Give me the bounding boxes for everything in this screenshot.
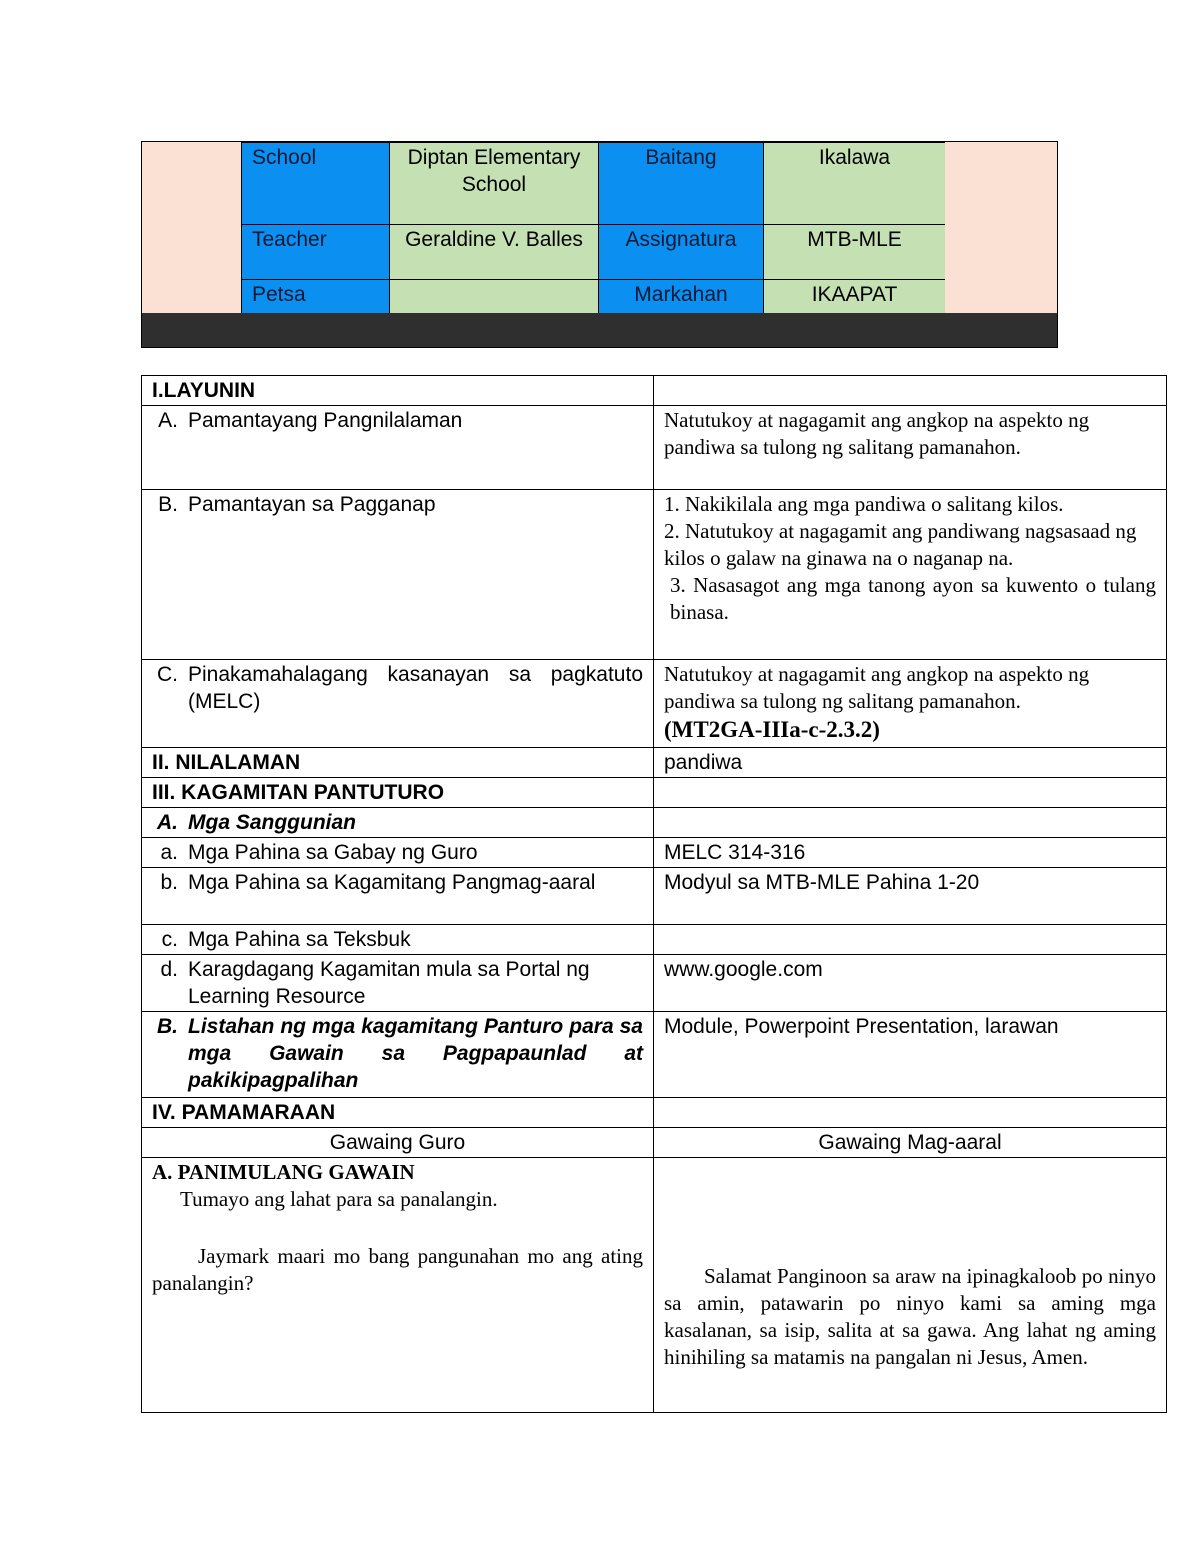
melc-content: Natutukoy at nagagamit ang angkop na aspekto ng pandiwa sa tulong ng salitang pamanahon. <box>664 662 1090 713</box>
row-melc <box>142 660 1167 748</box>
row-nilalaman <box>142 748 1167 778</box>
listahan-value: Module, Powerpoint Presentation, larawan <box>654 1012 1167 1098</box>
header-row-petsa <box>242 280 946 314</box>
nilalaman-value: pandiwa <box>654 748 1167 778</box>
melc-content-cell <box>654 660 1167 748</box>
melc-label: Pinakamahalagang kasanayan sa pagkatuto (MELC) <box>188 663 643 713</box>
pamamaraan-empty <box>654 1098 1167 1128</box>
ref-c-label: Mga Pahina sa Teksbuk <box>188 928 411 951</box>
marker-sanggunian: A. <box>157 811 178 834</box>
pagganap-item-1: 1. Nakikilala ang mga pandiwa o salitang kilos. <box>664 492 1064 516</box>
header-info-table <box>241 142 946 314</box>
pagganap-item-3: 3. Nasasagot ang mga tanong ayon sa kuwento o tulang binasa. <box>670 573 1156 624</box>
row-pamantayan-pagganap <box>142 490 1167 660</box>
ref-b-value: Modyul sa MTB-MLE Pahina 1-20 <box>654 868 1167 925</box>
pagganap-label: Pamantayan sa Pagganap <box>188 493 436 516</box>
school-value: Diptan Elementary School <box>390 143 599 225</box>
pangnilalaman-label: Pamantayang Pangnilalaman <box>188 409 463 432</box>
sanggunian-empty <box>654 808 1167 838</box>
ref-c-cell <box>142 925 654 955</box>
listahan-marker: B. <box>157 1015 178 1038</box>
header-right-panel <box>945 142 1057 313</box>
header-block <box>141 141 1058 348</box>
kagamitan-empty <box>654 778 1167 808</box>
panimula-heading: A. PANIMULANG GAWAIN <box>152 1160 415 1184</box>
ref-a-cell <box>142 838 654 868</box>
pagganap-item-2: 2. Natutukoy at nagagamit ang pandiwang nagsasaad ng kilos o galaw na ginawa na o naganap na. <box>664 519 1137 570</box>
row-ref-c <box>142 925 1167 955</box>
assignatura-label: Assignatura <box>599 225 764 280</box>
pangnilalaman-content: Natutukoy at nagagamit ang angkop na aspekto ng pandiwa sa tulong ng salitang pamanahon. <box>654 406 1167 490</box>
pangnilalaman-cell <box>142 406 654 490</box>
pagganap-content <box>654 490 1167 660</box>
ref-d-value: www.google.com <box>654 955 1167 1012</box>
panimula-guro-cell <box>142 1158 654 1413</box>
panimula-magaaral-cell <box>654 1158 1167 1413</box>
ref-b-label: Mga Pahina sa Kagamitang Pangmag-aaral <box>188 871 596 894</box>
school-label: School <box>242 143 390 225</box>
layunin-empty <box>654 376 1167 406</box>
ref-b-cell <box>142 868 654 925</box>
row-kagamitan <box>142 778 1167 808</box>
listahan-cell <box>142 1012 654 1098</box>
pagganap-cell <box>142 490 654 660</box>
layunin-heading: I.LAYUNIN <box>142 376 654 406</box>
header-left-panel <box>142 142 241 313</box>
ref-d-label: Karagdagang Kagamitan mula sa Portal ng Learning Resource <box>188 958 590 1008</box>
row-panimula <box>142 1158 1167 1413</box>
baitang-label: Baitang <box>599 143 764 225</box>
teacher-value: Geraldine V. Balles <box>390 225 599 280</box>
melc-cell <box>142 660 654 748</box>
row-listahan <box>142 1012 1167 1098</box>
row-sanggunian <box>142 808 1167 838</box>
header-row-teacher <box>242 225 946 280</box>
pamamaraan-heading: IV. PAMAMARAAN <box>142 1098 654 1128</box>
ref-c-marker: c. <box>161 928 178 951</box>
row-ref-d <box>142 955 1167 1012</box>
petsa-label: Petsa <box>242 280 390 314</box>
row-layunin <box>142 376 1167 406</box>
header-dark-band <box>142 313 1057 347</box>
markahan-label: Markahan <box>599 280 764 314</box>
marker-c: C. <box>157 663 178 686</box>
teacher-label: Teacher <box>242 225 390 280</box>
panimula-line-1: Tumayo ang lahat para sa panalangin. <box>180 1187 498 1211</box>
ref-a-marker: a. <box>160 841 178 864</box>
col-gawaing-guro: Gawaing Guro <box>142 1128 654 1158</box>
kagamitan-heading: III. KAGAMITAN PANTUTURO <box>142 778 654 808</box>
row-column-headers <box>142 1128 1167 1158</box>
ref-c-value <box>654 925 1167 955</box>
panimula-response: Salamat Panginoon sa araw na ipinagkaloob po ninyo sa amin, patawarin po ninyo kami sa aming mga kasalanan, sa isip, salita at sa gawa. Ang lahat ng aming hinihiling sa matamis na pangalan ni Jesus, Amen. <box>664 1264 1156 1369</box>
melc-code: (MT2GA-IIIa-c-2.3.2) <box>664 717 880 742</box>
sanggunian-label: Mga Sanggunian <box>188 811 356 834</box>
row-pamamaraan <box>142 1098 1167 1128</box>
ref-d-cell <box>142 955 654 1012</box>
col-gawaing-magaaral: Gawaing Mag-aaral <box>654 1128 1167 1158</box>
ref-b-marker: b. <box>160 871 178 894</box>
ref-a-value: MELC 314-316 <box>654 838 1167 868</box>
row-ref-b <box>142 868 1167 925</box>
markahan-value: IKAAPAT <box>764 280 946 314</box>
ref-d-marker: d. <box>160 958 178 981</box>
baitang-value: Ikalawa <box>764 143 946 225</box>
header-row-school <box>242 143 946 225</box>
listahan-label: Listahan ng mga kagamitang Panturo para sa mga Gawain sa Pagpapaunlad at pakikipagpalihan <box>188 1015 643 1092</box>
ref-a-label: Mga Pahina sa Gabay ng Guro <box>188 841 478 864</box>
lesson-plan-table <box>141 375 1167 1413</box>
panimula-line-2: Jaymark maari mo bang pangunahan mo ang ating panalangin? <box>152 1244 643 1295</box>
petsa-value <box>390 280 599 314</box>
nilalaman-heading: II. NILALAMAN <box>142 748 654 778</box>
marker-a: A. <box>158 409 178 432</box>
row-pamantayang-pangnilalaman <box>142 406 1167 490</box>
row-ref-a <box>142 838 1167 868</box>
assignatura-value: MTB-MLE <box>764 225 946 280</box>
sanggunian-cell <box>142 808 654 838</box>
marker-b: B. <box>158 493 178 516</box>
